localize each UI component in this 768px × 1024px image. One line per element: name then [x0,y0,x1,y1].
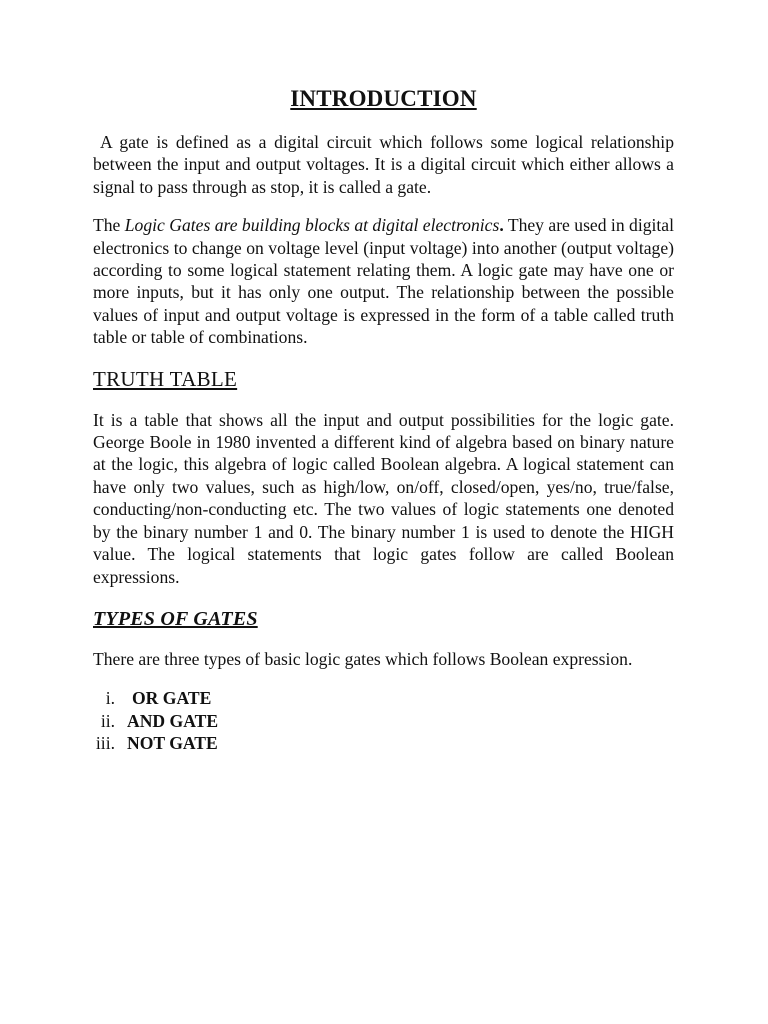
truth-table-paragraph: It is a table that shows all the input and output possibilities for the logic gate. George Boole in 1980 invented a different kind of algebra based on binary nature at the logic, this algebra of logic called Boolean algebra. A logical statement can have only two values, such as high/low, on/off, closed/open, yes/no, true/false, conducting/non-conducting etc. The two values of logic statements one denoted by the binary number 1 and 0. The binary number 1 is used to denote the HIGH value. The logical statements that logic gates follow are called Boolean expressions. [93,409,674,587]
truth-table-heading: TRUTH TABLE [93,366,238,391]
list-item [93,710,674,732]
list-numeral: iii. [95,733,115,754]
logic-paragraph-period: . [499,215,504,236]
intro-paragraph: A gate is defined as a digital circuit which follows some logical relationship between the input and output voltages. It is a digital circuit which either allows a signal to pass through as stop, it is called a gate. [93,132,674,197]
list-item [93,687,674,709]
logic-paragraph-lead: The [93,215,125,236]
list-numeral: ii. [100,710,115,731]
gate-label: NOT GATE [127,733,218,754]
gate-list [93,687,674,754]
types-paragraph: There are three types of basic logic gates which follows Boolean expression. [93,648,633,669]
gate-label: AND GATE [127,710,219,731]
page-title: INTRODUCTION [290,86,477,111]
logic-paragraph-italic: Logic Gates are building blocks at digital electronics [124,215,500,236]
list-item [93,732,674,754]
list-numeral: i. [105,688,115,709]
gate-label: OR GATE [132,688,212,709]
logic-paragraph-rest: They are used in digital electronics to change on voltage level (input voltage) into another (output voltage) according to some logical statement relating them. A logic gate may have one or more inputs, but it has only one output. The relationship between the possible values of input and output voltage is expressed in the form of a table called truth table or table of combinations. [93,215,674,348]
document-page [93,86,674,754]
logic-gates-paragraph [93,214,674,348]
types-of-gates-heading: TYPES OF GATES [93,607,258,630]
